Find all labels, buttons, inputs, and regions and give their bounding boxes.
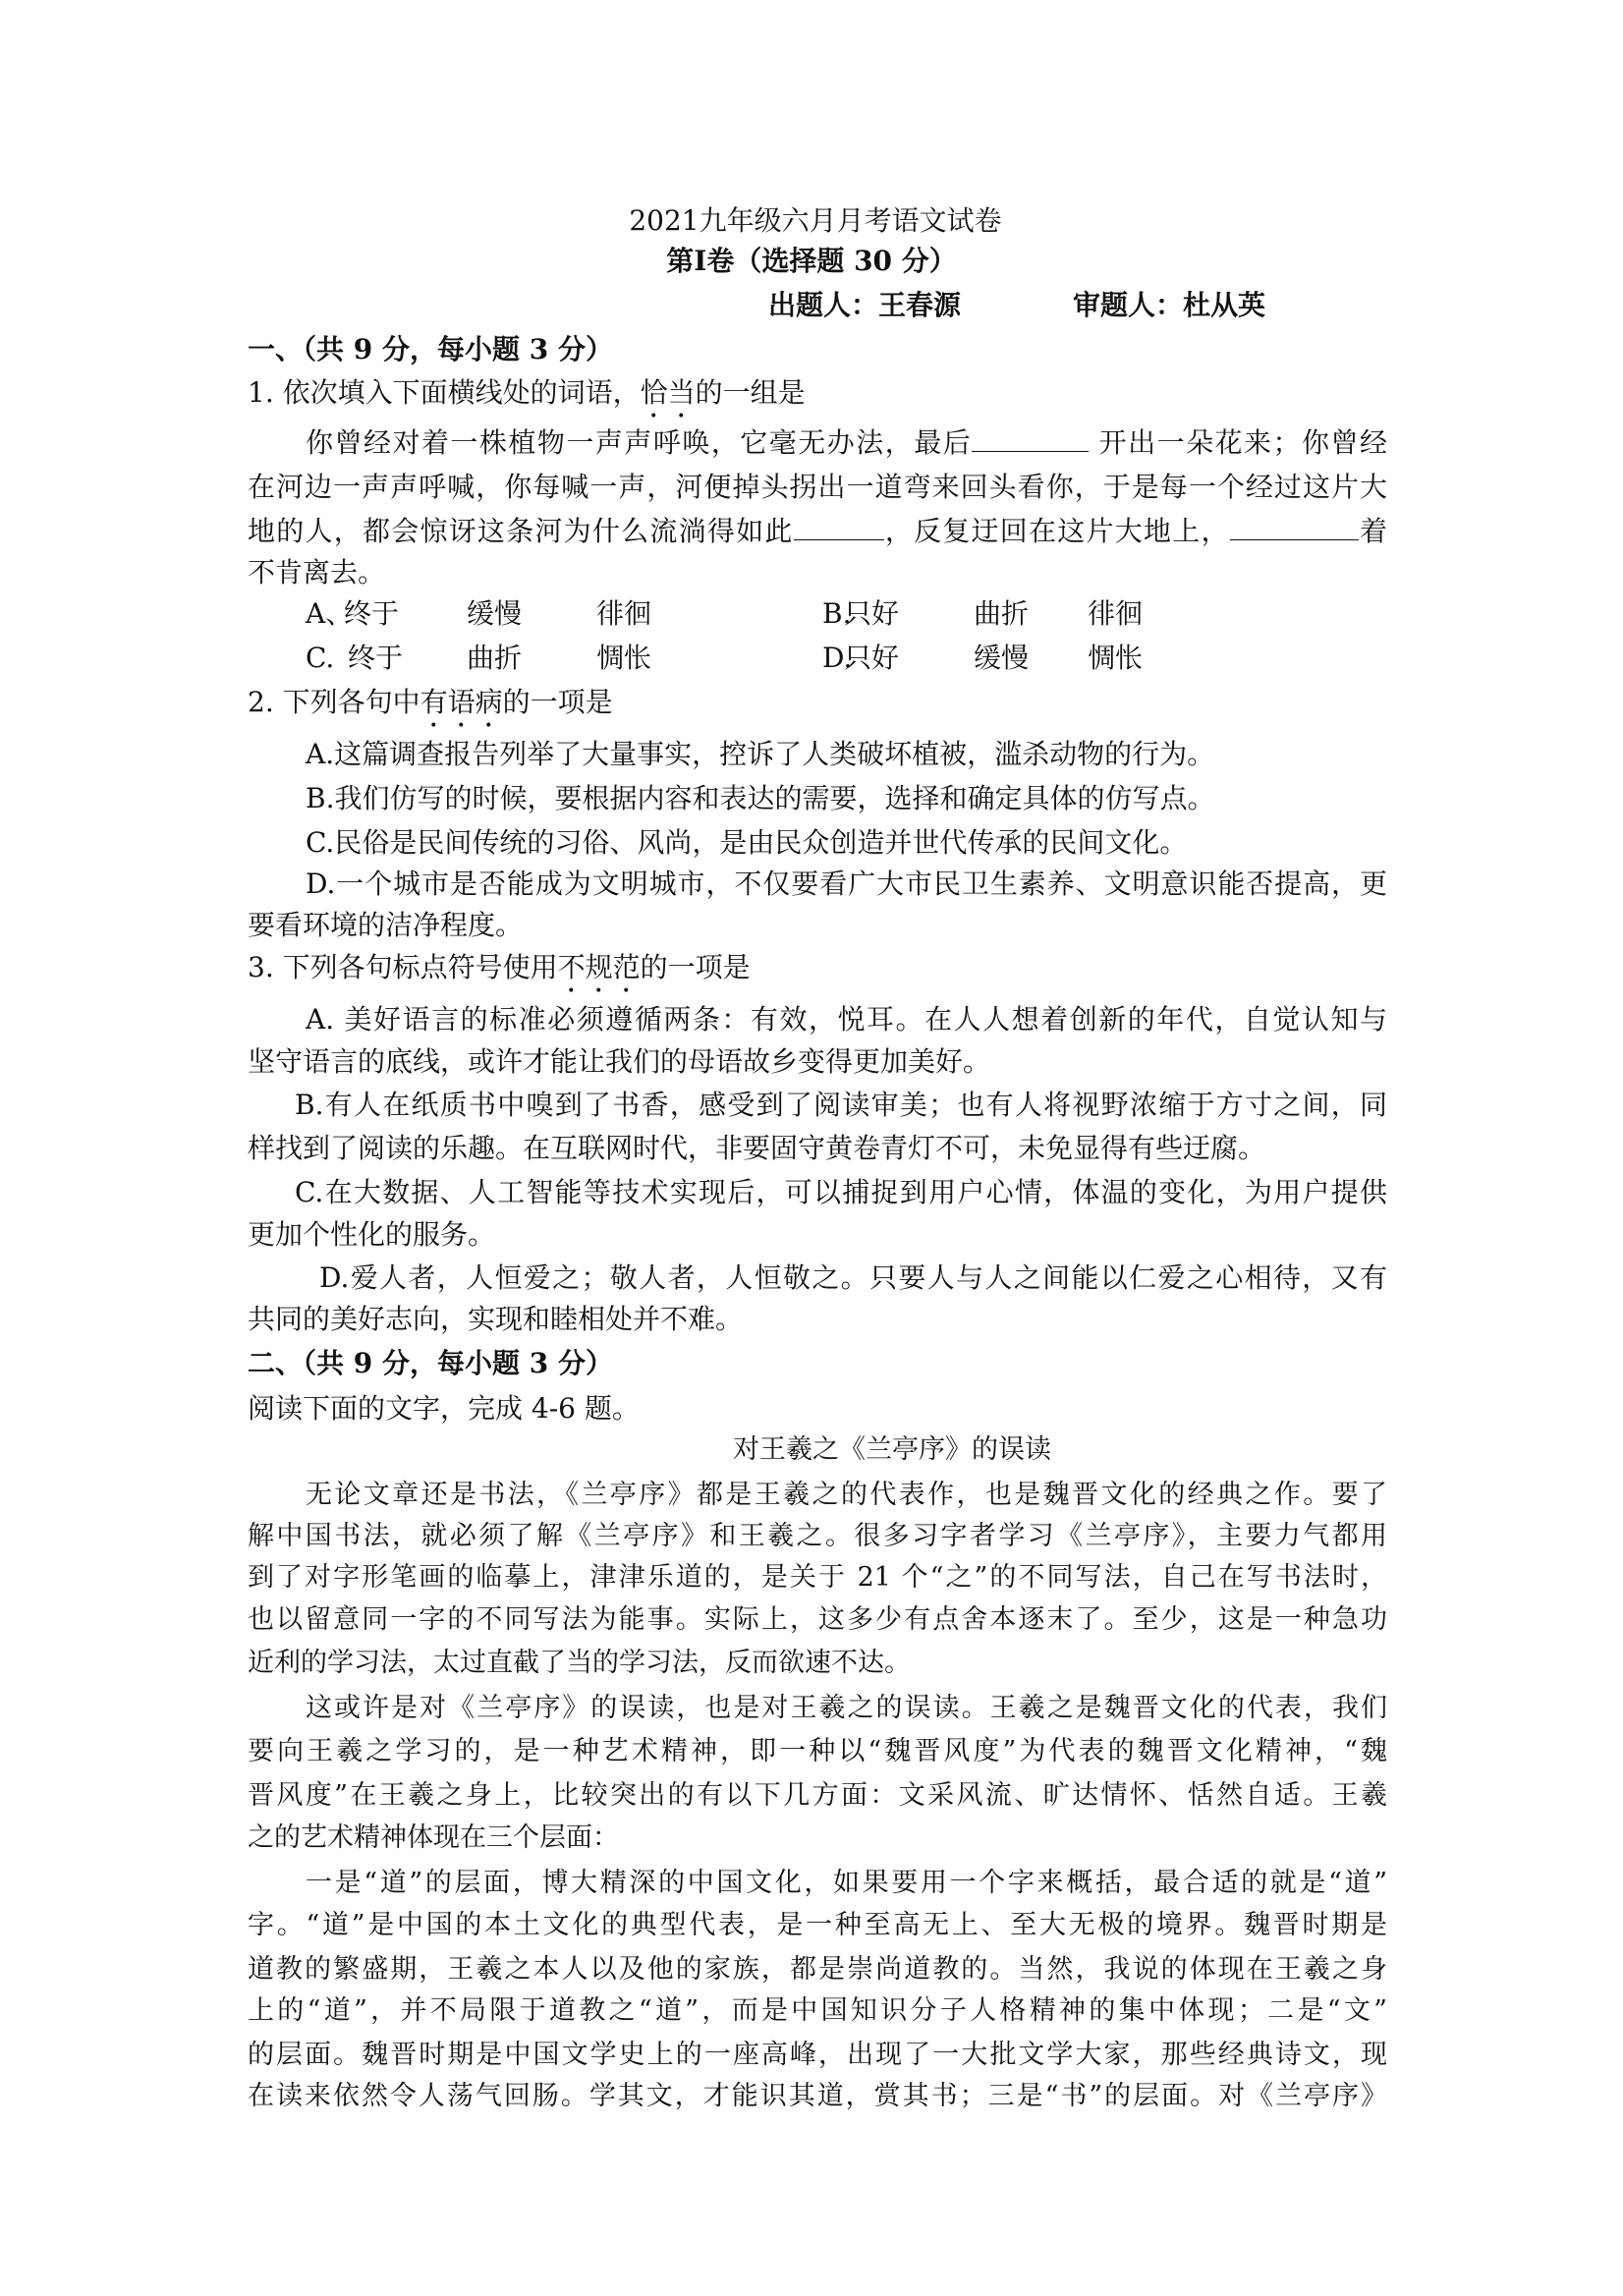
article-p2-line-4: 之的艺术精神体现在三个层面： xyxy=(248,1822,619,1853)
fill-blank-1 xyxy=(972,425,1089,452)
q1-passage-segment: 你曾经对着一株植物一声声呼唤，它毫无办法，最后 xyxy=(306,426,973,459)
section-2-heading: 二、（共 9 分，每小题 3 分） xyxy=(248,1347,613,1379)
q1-passage-segment: 地的人，都会惊讶这条河为什么流淌得如此 xyxy=(248,515,794,547)
article-p3-line-3: 道教的繁盛期，王羲之本人以及他的家族，都是崇尚道教的。当然，我说的体现在王羲之身 xyxy=(248,1954,1387,1985)
q3-stem-text-end: 的一项是 xyxy=(640,951,751,983)
q1-passage-segment: ，反复迂回在这片大地上， xyxy=(883,515,1230,547)
q3-stem-text: 3. 下列各句标点符号使用 xyxy=(248,951,558,983)
q3-stem xyxy=(248,950,751,985)
q3-option-a-line-1: A. 美好语言的标准必须遵循两条：有效，悦耳。在人人想着创新的年代，自觉认知与 xyxy=(306,1003,1387,1036)
article-p3-line-2: 字。“道”是中国的本土文化的典型代表，是一种至高无上、至大无极的境界。魏晋时期是 xyxy=(248,1910,1387,1940)
option-word: 缓慢 xyxy=(467,597,523,630)
option-word: 缓慢 xyxy=(974,642,1030,674)
q3-option-a-line-2: 坚守语言的底线，或许才能让我们的母语故乡变得更加美好。 xyxy=(248,1045,991,1078)
option-word: 徘徊 xyxy=(596,597,652,630)
q3-option-d-line-1: D.爱人者，人恒爱之；敬人者，人恒敬之。只要人与人之间能以仁爱之心相待，又有 xyxy=(319,1261,1387,1294)
article-p1-line-4: 也以留意同一字的不同写法为能事。实际上，这多少有点舍本逐末了。至少，这是一种急功 xyxy=(248,1604,1387,1635)
q3-option-d-line-2: 共同的美好志向，实现和睦相处并不难。 xyxy=(248,1303,744,1335)
q1-stem-emphasis: 恰当 xyxy=(640,376,696,409)
option-letter: A、 xyxy=(306,597,354,630)
question-reviewer: 审题人：杜从英 xyxy=(1073,289,1266,321)
q1-passage-line-4: 不肯离去。 xyxy=(248,556,386,588)
article-p2-line-2: 要向王羲之学习的，是一种艺术精神，即一种以“魏晋风度”为代表的魏晋文化精神，“魏 xyxy=(248,1736,1387,1766)
q2-option-d-line-2: 要看环境的洁净程度。 xyxy=(248,909,524,941)
article-p3-line-1: 一是“道”的层面，博大精深的中国文化，如果要用一个字来概括，最合适的就是“道” xyxy=(306,1868,1387,1898)
article-title: 对王羲之《兰亭序》的误读 xyxy=(733,1434,1051,1465)
article-p1-line-2: 解中国书法，就必须了解《兰亭序》和王羲之。很多习字者学习《兰亭序》，主要力气都用 xyxy=(248,1521,1387,1551)
option-letter: C. xyxy=(306,642,335,674)
article-p1-line-5: 近利的学习法，太过直截了当的学习法，反而欲速不达。 xyxy=(248,1648,911,1678)
q1-passage-line-1 xyxy=(306,425,1387,461)
q2-option-d-line-1: D.一个城市是否能成为文明城市，不仅要看广大市民卫生素养、文明意识能否提高，更 xyxy=(306,868,1387,900)
article-p1-line-1: 无论文章还是书法，《兰亭序》都是王羲之的代表作，也是魏晋文化的经典之作。要了 xyxy=(306,1480,1387,1510)
q1-passage-segment: 开出一朵花来；你曾经 xyxy=(1089,426,1387,459)
option-word: 惆怅 xyxy=(596,642,652,674)
q2-option-c: C.民俗是民间传统的习俗、风尚，是由民众创造并世代传承的民间文化。 xyxy=(306,826,1188,859)
option-word: 只好 xyxy=(844,597,900,630)
q2-option-b: B.我们仿写的时候，要根据内容和表达的需要，选择和确定具体的仿写点。 xyxy=(306,782,1215,814)
article-p3-line-5: 的层面。魏晋时期是中国文学史上的一座高峰，出现了一大批文学大家，那些经典诗文，现 xyxy=(248,2040,1387,2070)
option-word: 曲折 xyxy=(467,642,523,674)
reading-instruction: 阅读下面的文字，完成 4-6 题。 xyxy=(248,1392,640,1425)
option-word: 曲折 xyxy=(974,597,1030,630)
option-letter: D. xyxy=(822,642,853,674)
q2-stem-emphasis: 有语病 xyxy=(420,686,503,718)
q3-stem-emphasis: 不规范 xyxy=(557,951,641,983)
q1-passage-line-3 xyxy=(248,514,1387,549)
fill-blank-2 xyxy=(794,514,884,540)
article-p2-line-1: 这或许是对《兰亭序》的误读，也是对王羲之的误读。王羲之是魏晋文化的代表，我们 xyxy=(306,1693,1387,1723)
option-word: 终于 xyxy=(344,597,400,630)
q1-stem-text: 1. 依次填入下面横线处的词语， xyxy=(248,376,641,409)
volume-subtitle: 第Ⅰ卷（选择题 30 分） xyxy=(666,245,957,277)
fill-blank-3 xyxy=(1230,514,1359,540)
exam-title: 2021九年级六月月考语文试卷 xyxy=(629,204,1002,237)
section-1-heading: 一、（共 9 分，每小题 3 分） xyxy=(248,333,613,365)
option-word: 惆怅 xyxy=(1088,642,1144,674)
option-word: 终于 xyxy=(348,642,404,674)
article-p2-line-3: 晋风度”在王羲之身上，比较突出的有以下几方面：文采风流、旷达情怀、恬然自适。王羲 xyxy=(248,1780,1387,1811)
q3-option-b-line-2: 样找到了阅读的乐趣。在互联网时代，非要固守黄卷青灯不可，未免显得有些迂腐。 xyxy=(248,1132,1266,1164)
option-word: 只好 xyxy=(844,642,900,674)
q3-option-c-line-2: 更加个性化的服务。 xyxy=(248,1218,496,1251)
article-p3-line-4: 上的“道”，并不局限于道教之“道”，而是中国知识分子人格精神的集中体现；二是“文” xyxy=(248,1995,1387,2026)
q1-stem-text-end: 的一组是 xyxy=(695,376,806,409)
q2-option-a: A.这篇调查报告列举了大量事实，控诉了人类破坏植被，滥杀动物的行为。 xyxy=(306,738,1215,770)
q1-passage-segment: 着 xyxy=(1358,515,1387,547)
q2-stem xyxy=(248,685,613,720)
option-word: 徘徊 xyxy=(1088,597,1144,630)
q3-option-b-line-1: B.有人在纸质书中嗅到了书香，感受到了阅读审美；也有人将视野浓缩于方寸之间，同 xyxy=(295,1089,1387,1121)
question-setter: 出题人：王春源 xyxy=(768,289,962,321)
q2-stem-text: 2. 下列各句中 xyxy=(248,686,420,718)
q2-stem-text-end: 的一项是 xyxy=(502,686,613,718)
q3-option-c-line-1: C.在大数据、人工智能等技术实现后，可以捕捉到用户心情，体温的变化，为用户提供 xyxy=(295,1176,1387,1208)
q1-stem xyxy=(248,375,806,411)
option-letter: B. xyxy=(822,597,852,630)
article-p3-line-6: 在读来依然令人荡气回肠。学其文，才能识其道，赏其书；三是“书”的层面。对《兰亭序》 xyxy=(248,2081,1387,2111)
article-p1-line-3: 到了对字形笔画的临摹上，津津乐道的，是关于 21 个“之”的不同写法，自己在写书法时， xyxy=(248,1562,1387,1593)
q1-passage-line-2: 在河边一声声呼喊，你每喊一声，河便掉头拐出一道弯来回头看你，于是每一个经过这片大 xyxy=(248,471,1387,503)
